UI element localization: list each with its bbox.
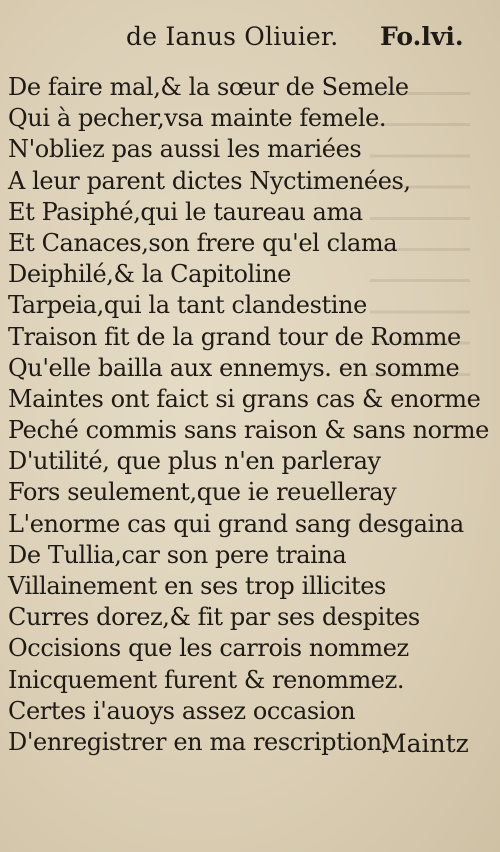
verse-line: L'enorme cas qui grand sang desgaina <box>8 509 464 538</box>
verse-line: Inicquement furent & renommez. <box>8 665 405 694</box>
verse-line: Qui à pecher,vsa mainte femele. <box>8 104 387 133</box>
verse-line: Certes i'auoys assez occasion <box>8 696 356 725</box>
verse-line: D'enregistrer en ma rescription, <box>8 727 389 756</box>
verse-line: Occisions que les carrois nommez <box>8 634 409 663</box>
running-title: de Ianus Oliuier. <box>126 22 339 51</box>
verse-line: Tarpeia,qui la tant clandestine <box>8 291 367 320</box>
verse-line: Villainement en ses trop illicites <box>8 572 386 600</box>
verse-line: Fors seulement,que ie reuelleray <box>8 478 397 507</box>
verse-line: Traison fit de la grand tour de Romme <box>8 322 461 351</box>
verse-line: Peché commis sans raison & sans norme <box>8 416 489 445</box>
catchword: Maintz <box>381 729 469 758</box>
verse-line: D'utilité, que plus n'en parleray <box>8 447 381 476</box>
verse-line: De faire mal,& la sœur de Semele <box>8 73 409 101</box>
page-header <box>0 22 500 58</box>
verse-line: De Tullia,car son pere traina <box>8 540 347 569</box>
verse-line: A leur parent dictes Nyctimenées, <box>8 166 411 195</box>
verse-line: Curres dorez,& fit par ses despites <box>8 603 420 632</box>
verse-line: Et Pasiphé,qui le taureau ama <box>8 197 363 226</box>
verse-line: Maintes ont faict si grans cas & enorme <box>8 384 481 413</box>
verse-block <box>8 72 489 758</box>
folio-number: Fo.lvi. <box>380 22 464 51</box>
verse-line: Qu'elle bailla aux ennemys. en somme <box>8 353 460 382</box>
verse-line: Et Canaces,son frere qu'el clama <box>8 228 398 257</box>
verse-line: Deiphilé,& la Capitoline <box>8 260 291 289</box>
verse-line: N'obliez pas aussi les mariées <box>8 135 362 164</box>
